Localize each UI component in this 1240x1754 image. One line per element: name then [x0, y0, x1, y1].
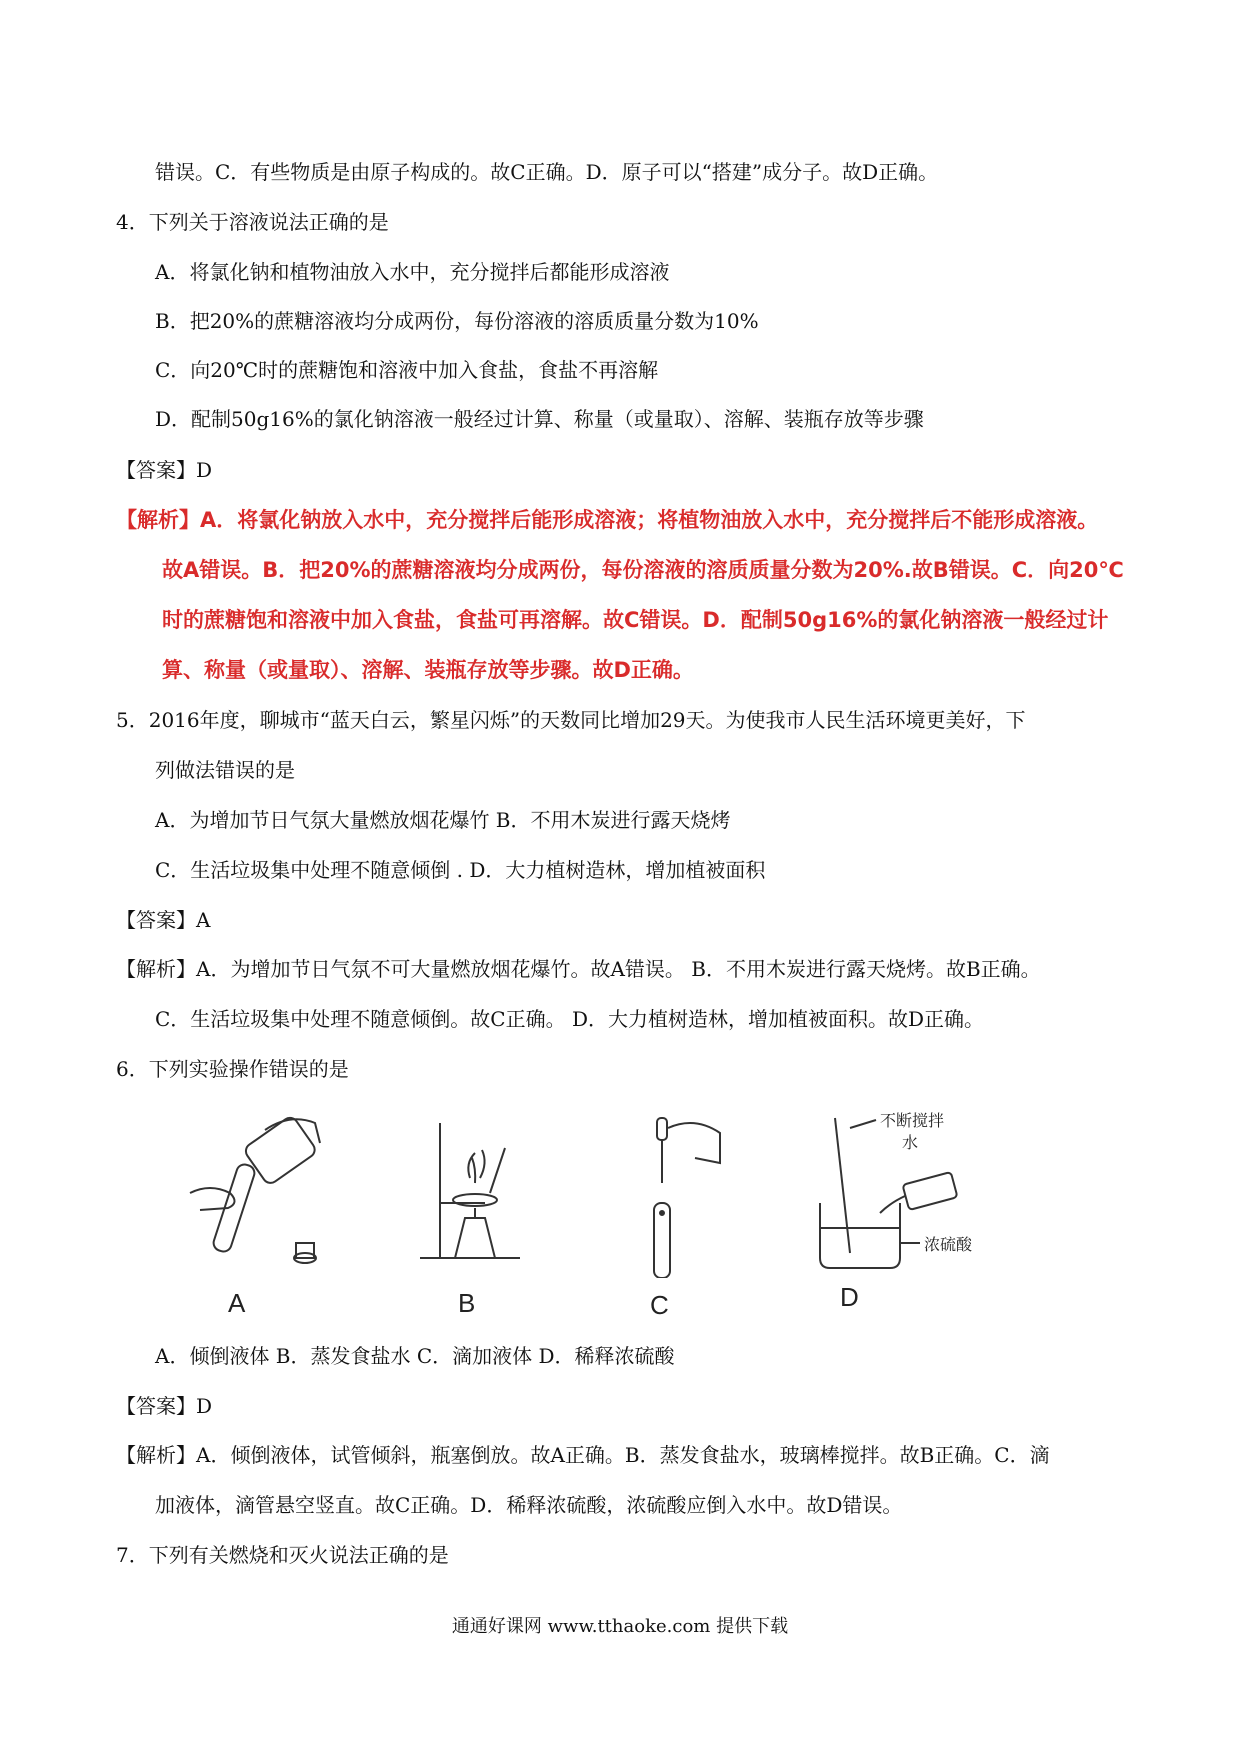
question-6-analysis-line-2: 加液体，滴管悬空竖直。故C正确。D．稀释浓硫酸，浓硫酸应倒入水中。故D错误。 [155, 1493, 903, 1517]
question-5-stem-line-2: 列做法错误的是 [155, 758, 295, 782]
figure-d-annotation-stir: 不断搅拌 [880, 1113, 945, 1130]
question-6-analysis-line-1: 【解析】A．倾倒液体，试管倾斜，瓶塞倒放。故A正确。B．蒸发食盐水，玻璃棒搅拌。故B正确。C．滴 [116, 1443, 1050, 1467]
question-4-answer: 【答案】D [116, 458, 213, 482]
question-5-stem-line-1: 5．2016年度，聊城市“蓝天白云，繁星闪烁”的天数同比增加29天。为使我市人民生活环境更美好，下 [116, 708, 1026, 732]
question-4-option-b: B．把20%的蔗糖溶液均分成两份，每份溶液的溶质质量分数为10% [155, 309, 759, 333]
question-4-stem: 4．下列关于溶液说法正确的是 [116, 210, 389, 234]
page-footer: 通通好课网 www.tthaoke.com 提供下载 [451, 1616, 789, 1637]
question-5-options-cd: C．生活垃圾集中处理不随意倾倒 . D．大力植树造林，增加植被面积 [155, 858, 766, 882]
question-6-options: A．倾倒液体 B．蒸发食盐水 C．滴加液体 D．稀释浓硫酸 [155, 1344, 675, 1368]
question-6-stem: 6．下列实验操作错误的是 [116, 1057, 349, 1081]
figure-d-annotation-water: 水 [902, 1135, 919, 1152]
figure-a-label: A [228, 1288, 246, 1318]
analysis-continuation: 错误。C．有些物质是由原子构成的。故C正确。D．原子可以“搭建”成分子。故D正确。 [155, 160, 939, 184]
question-4-analysis-line-3: 时的蔗糖饱和溶液中加入食盐，食盐可再溶解。故C错误。D．配制50g16%的氯化钠溶液一般经过计 [162, 608, 1109, 632]
figure-d-label: D [840, 1282, 859, 1312]
question-7-stem: 7．下列有关燃烧和灭火说法正确的是 [116, 1543, 449, 1567]
figure-c-label: C [650, 1290, 669, 1320]
figure-b-label: B [458, 1288, 476, 1318]
figure-b-evaporation [410, 1108, 550, 1318]
question-5-options-ab: A．为增加节日气氛大量燃放烟花爆竹 B．不用木炭进行露天烧烤 [155, 808, 731, 832]
question-4-analysis-line-4: 算、称量（或量取）、溶解、装瓶存放等步骤。故D正确。 [162, 658, 694, 682]
question-5-analysis-line-1: 【解析】A．为增加节日气氛不可大量燃放烟花爆竹。故A错误。 B．不用木炭进行露天烧烤。故B正确。 [116, 957, 1041, 981]
question-4-option-a: A．将氯化钠和植物油放入水中，充分搅拌后都能形成溶液 [155, 260, 670, 284]
question-4-analysis-line-1: 【解析】A．将氯化钠放入水中，充分搅拌后能形成溶液；将植物油放入水中，充分搅拌后不能形成溶液。 [116, 508, 1099, 532]
figure-d-diluting-acid [810, 1108, 1040, 1312]
figure-d-annotation-acid: 浓硫酸 [924, 1237, 973, 1254]
figure-a-pouring-liquid [170, 1108, 330, 1318]
question-4-option-c: C．向20℃时的蔗糖饱和溶液中加入食盐，食盐不再溶解 [155, 358, 659, 382]
question-4-option-d: D．配制50g16%的氯化钠溶液一般经过计算、称量（或量取）、溶解、装瓶存放等步骤 [155, 407, 924, 431]
figure-c-dropper [620, 1108, 730, 1320]
question-5-analysis-line-2: C．生活垃圾集中处理不随意倾倒。故C正确。 D．大力植树造林，增加植被面积。故D正确。 [155, 1007, 985, 1031]
question-6-answer: 【答案】D [116, 1394, 213, 1418]
question-4-analysis-line-2: 故A错误。B．把20%的蔗糖溶液均分成两份，每份溶液的溶质质量分数为20%.故B错误。C．向20℃ [162, 558, 1124, 582]
question-5-answer: 【答案】A [116, 908, 211, 932]
question-6-figures [150, 1108, 1030, 1328]
